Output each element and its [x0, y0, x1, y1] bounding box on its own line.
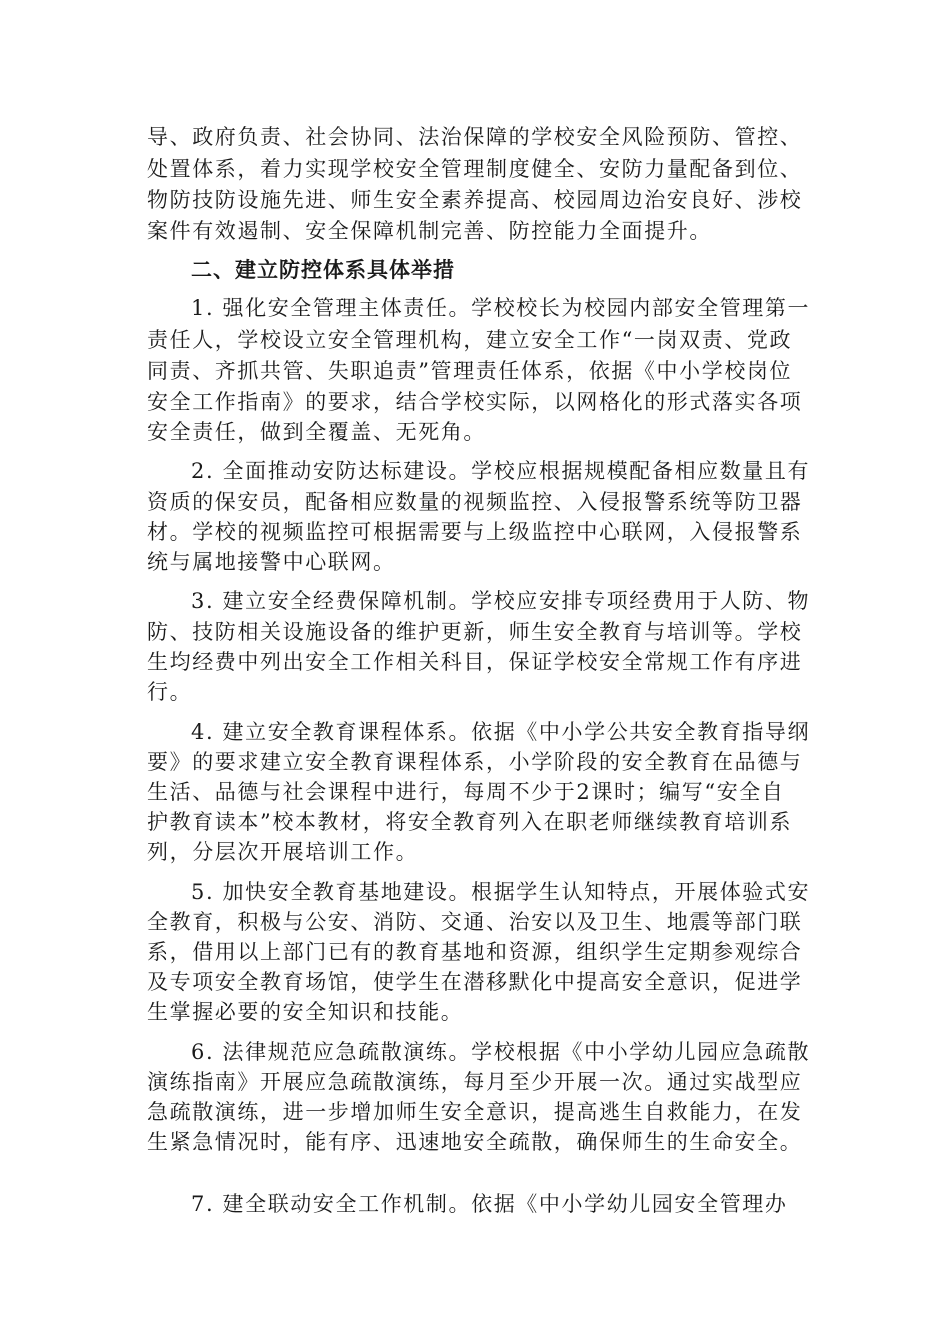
paragraph-line: 急疏散演练，进一步增加师生安全意识，提高逃生自救能力，在发 — [147, 1100, 803, 1124]
paragraph-line: 生紧急情况时，能有序、迅速地安全疏散，确保师生的生命安全。 — [147, 1130, 803, 1154]
paragraph-line: 演练指南》开展应急疏散演练，每月至少开展一次。通过实战型应 — [147, 1070, 803, 1094]
intro-line: 案件有效遏制、安全保障机制完善、防控能力全面提升。 — [147, 219, 712, 243]
paragraph-line: 2. 全面推动安防达标建设。学校应根据规模配备相应数量且有 — [191, 459, 811, 483]
paragraph-line: 责任人，学校设立安全管理机构，建立安全工作“一岗双责、党政 — [147, 328, 793, 352]
paragraph-line: 资质的保安员，配备相应数量的视频监控、入侵报警系统等防卫器 — [147, 490, 803, 514]
paragraph-line: 要》的要求建立安全教育课程体系，小学阶段的安全教育在品德与 — [147, 750, 803, 774]
paragraph-line: 安全责任，做到全覆盖、无死角。 — [147, 420, 486, 444]
paragraph-line: 护教育读本”校本教材，将安全教育列入在职老师继续教育培训系 — [147, 810, 793, 834]
paragraph-line: 全教育，积极与公安、消防、交通、治安以及卫生、地震等部门联 — [147, 910, 803, 934]
paragraph-line: 统与属地接警中心联网。 — [147, 550, 396, 574]
paragraph-line: 3. 建立安全经费保障机制。学校应安排专项经费用于人防、物 — [191, 589, 811, 613]
paragraph-line: 1. 强化安全管理主体责任。学校校长为校园内部安全管理第一 — [191, 296, 811, 320]
paragraph-line: 及专项安全教育场馆，使学生在潜移默化中提高安全意识，促进学 — [147, 970, 803, 994]
intro-line: 导、政府负责、社会协同、法治保障的学校安全风险预防、管控、 — [147, 125, 803, 149]
paragraph-line: 系，借用以上部门已有的教育基地和资源，组织学生定期参观综合 — [147, 940, 803, 964]
paragraph-line: 防、技防相关设施设备的维护更新，师生安全教育与培训等。学校 — [147, 620, 803, 644]
paragraph-line: 生掌握必要的安全知识和技能。 — [147, 1000, 464, 1024]
paragraph-line: 生均经费中列出安全工作相关科目，保证学校安全常规工作有序进 — [147, 650, 803, 674]
paragraph-line: 材。学校的视频监控可根据需要与上级监控中心联网，入侵报警系 — [147, 520, 803, 544]
section-heading: 二、建立防控体系具体举措 — [191, 258, 455, 282]
paragraph-line: 4. 建立安全教育课程体系。依据《中小学公共安全教育指导纲 — [191, 720, 811, 744]
paragraph-line: 7. 建全联动安全工作机制。依据《中小学幼儿园安全管理办 — [191, 1192, 788, 1216]
paragraph-line: 6. 法律规范应急疏散演练。学校根据《中小学幼儿园应急疏散 — [191, 1040, 811, 1064]
paragraph-line: 5. 加快安全教育基地建设。根据学生认知特点，开展体验式安 — [191, 880, 811, 904]
paragraph-line: 列，分层次开展培训工作。 — [147, 840, 419, 864]
intro-line: 物防技防设施先进、师生安全素养提高、校园周边治安良好、涉校 — [147, 188, 803, 212]
intro-line: 处置体系，着力实现学校安全管理制度健全、安防力量配备到位、 — [147, 157, 803, 181]
paragraph-line: 安全工作指南》的要求，结合学校实际，以网格化的形式落实各项 — [147, 390, 803, 414]
paragraph-line: 生活、品德与社会课程中进行，每周不少于2课时；编写“安全自 — [147, 780, 785, 804]
paragraph-line: 行。 — [147, 680, 193, 704]
paragraph-line: 同责、齐抓共管、失职追责”管理责任体系，依据《中小学校岗位 — [147, 359, 793, 383]
